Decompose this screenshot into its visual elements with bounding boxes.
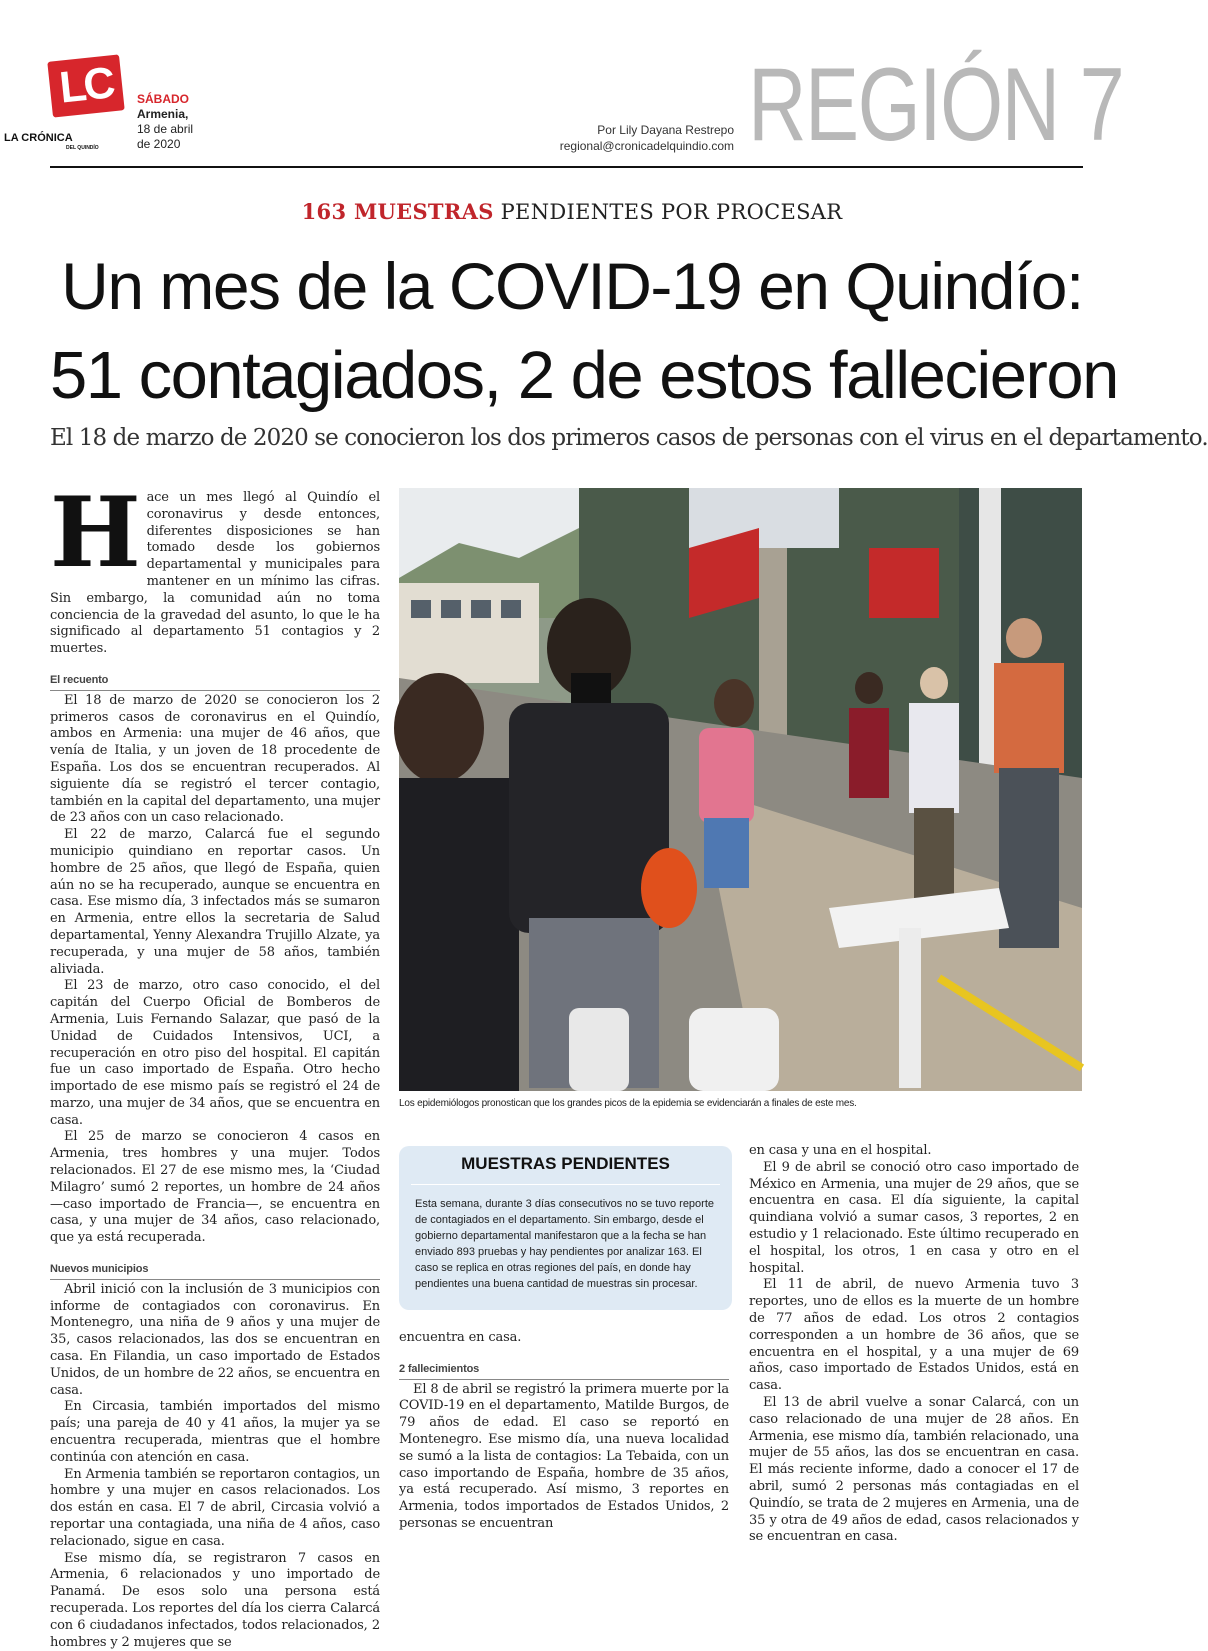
paragraph: El 8 de abril se registró la primera muerte por la COVID-19 en el departamento, Matilde Burgos, de 79 años de edad. El caso se reportó en Montenegro. Ese mismo día, una nueva localidad se sumó a la lista de contagios: La Tebaida, con un caso importando de España, hombre de 35 años, ya está recuperado. Así mismo, 3 reportes en Armenia, todos importados de Estados Unidos, 2 personas se encuentran <box>399 1381 729 1531</box>
date-line1: 18 de abril <box>137 122 194 136</box>
lead-text: ace un mes llegó al Quindío el coronavirus y desde entonces, diferentes disposiciones se han tomado desde los gobiernos departamental y municipales para mantener en un mínimo las cifras. Sin embargo, la comunidad aún no toma conciencia de la gravedad del asunto, lo que le ha significado al departamento 51 contagios y 2 muertes. <box>50 490 380 657</box>
sidebar-title: MUESTRAS PENDIENTES <box>461 1154 670 1173</box>
date-block <box>137 92 193 152</box>
photo-caption: Los epidemiólogos pronostican que los grandes picos de la epidemia se evidenciarán a finales de este mes. <box>399 1098 857 1109</box>
logo-name: LA CRÓNICA <box>4 132 73 144</box>
sidebar-text: Esta semana, durante 3 días consecutivos no se tuvo reporte de contagiados en el departamento. Sin embargo, desde el gobierno departamental manifestaron que a la fecha se han enviado 893 pruebas y hay pendientes por analizar 163. El caso se replica en otras regiones del país, en donde hay pendientes una buena cantidad de muestras sin procesar. <box>415 1198 715 1290</box>
headline-line2: 51 contagiados, 2 de estos fallecieron <box>50 338 1118 413</box>
paragraph: El 22 de marzo, Calarcá fue el segundo municipio quindiano en reportar casos. Un hombre de 25 años, que llegó de España, quien aún no se ha recuperado, aunque se encuentra en casa. Ese mismo día, 3 infectados más se sumaron en Armenia, entre ellos la secretaria de Salud departamental, Yenny Alexandra Trujillo Alzate, ya recuperada, y una mujer de 58 años, también aliviada. <box>50 827 380 977</box>
kicker <box>0 199 1144 224</box>
paragraph: El 25 de marzo se conocieron 4 casos en Armenia, tres hombres y una mujer. Todos relacionados. El 27 de ese mismo mes, la ‘Ciudad Milagro’ sumó 2 reportes, un hombre de 24 años —caso importado de Francia—, se encuentra en casa, y una mujer de 34 años, caso relacionado, que ya está recuperada. <box>50 1129 380 1246</box>
column-2 <box>399 1330 729 1533</box>
date-city: Armenia, <box>137 107 189 121</box>
logo <box>50 58 122 128</box>
photo-illustration <box>399 488 1082 1091</box>
byline-author: Por Lily Dayana Restrepo <box>597 123 734 137</box>
sidebar-box <box>399 1146 732 1310</box>
headline-line1: Un mes de la COVID-19 en Quindío: <box>61 249 1083 323</box>
kicker-highlight: 163 MUESTRAS <box>301 199 494 224</box>
paragraph: En Armenia también se reportaron contagios, un hombre y una mujer en casos relacionados. Los dos están en casa. El 7 de abril, Circasia volvió a reportar una contagiada, una niña de 4 años, caso relacionado, sigue en casa. <box>50 1466 380 1549</box>
top-rule <box>50 166 1083 168</box>
paragraph: encuentra en casa. <box>399 1330 522 1345</box>
byline-email: regional@cronicadelquindio.com <box>559 139 734 153</box>
subhead-recuento: El recuento <box>50 672 380 691</box>
column-3 <box>749 1143 1079 1546</box>
paragraph: El 9 de abril se conoció otro caso importado de México en Armenia, una mujer de 29 años, que se encuentra en casa. El día siguiente, la capital quindiana volvió a sumar casos, 3 reportes, 2 en estudio y 1 relacionado. Este último recuperado en el hospital, los otros, 1 en casa y otro en el hospital. <box>749 1159 1079 1276</box>
date-line2: de 2020 <box>137 137 181 151</box>
logo-subname: DEL QUINDÍO <box>66 145 99 151</box>
date-day: SÁBADO <box>137 92 190 106</box>
paragraph: En Circasia, también importados del mismo país; una pareja de 40 y 41 años, la mujer ya se encuentra recuperada, mientras que el hombre continúa con atención en casa. <box>50 1399 380 1465</box>
subhead-fallecimientos: 2 fallecimientos <box>399 1361 729 1380</box>
paragraph: Abril inició con la inclusión de 3 municipios con informe de contagiados con coronavirus. En Montenegro, una niña de 9 años y una mujer de 35, casos relacionados, las dos se encuentran en casa. En Filandia, un caso importado de Estados Unidos, de un hombre de 22 años, se encuentra en casa. <box>50 1281 380 1398</box>
paragraph: en casa y una en el hospital. <box>749 1143 932 1158</box>
section-title: REGIÓN 7 <box>748 47 1124 163</box>
main-photo <box>399 488 1082 1091</box>
kicker-rest: PENDIENTES POR PROCESAR <box>493 200 843 224</box>
paragraph: El 23 de marzo, otro caso conocido, el del capitán del Cuerpo Oficial de Bomberos de Armenia, Luis Fernando Salazar, que pasó de la Unidad de Cuidados Intensivos, UCI, a recuperación en otro piso del hospital. El capitán fue un caso importado de España. Otro hecho importado de ese mismo país se registró el 24 de marzo, una mujer de 34 años, que se encuentra en casa. <box>50 978 380 1128</box>
paragraph: El 13 de abril vuelve a sonar Calarcá, con un caso relacionado de una mujer de 28 años. En Armenia, ese mismo día, también relacionado, una mujer de 55 años, las dos se encuentran en casa. El más reciente informe, dado a conocer el 17 de abril, sumó 2 personas más contagiadas en el Quindío, se trata de 2 mujeres en Armenia, una de 35 y otra de 49 años de edad, casos relacionados y se encuentran en casa. <box>749 1394 1079 1545</box>
lead-paragraph <box>50 476 380 658</box>
paragraph: El 11 de abril, de nuevo Armenia tuvo 3 reportes, uno de ellos es la muerte de un hombre de 77 años de edad. Los otros 2 contagios corresponden a un hombre de 36 años, que se encuentra en el hospital, y a una mujer de 69 años, caso importado de Estados Unidos, está en casa. <box>749 1277 1079 1394</box>
drop-cap: H <box>50 476 141 589</box>
paragraph: Ese mismo día, se registraron 7 casos en Armenia, 6 relacionados y uno importado de Panamá. De esos solo una persona está recuperada. Los reportes del día los cierra Calarcá con 6 ciudadanos infectados, todos relacionados, 2 hombres y 2 mujeres que se <box>50 1550 380 1650</box>
sidebar-rule <box>411 1184 720 1185</box>
column-1 <box>50 476 380 1651</box>
logo-mark: LC <box>47 54 124 117</box>
deck: El 18 de marzo de 2020 se conocieron los dos primeros casos de personas con el virus en el departamento. <box>50 425 1208 451</box>
paragraph: El 18 de marzo de 2020 se conocieron los 2 primeros casos de coronavirus en el Quindío, ambos en Armenia: una mujer de 46 años, que venía de Italia, y un joven de 18 procedente de España. Los dos se encuentran recuperados. Al siguiente día se registró el tercer contagio, también en la capital del departamento, una mujer de 23 años con un caso relacionado. <box>50 692 380 826</box>
byline <box>560 122 734 154</box>
subhead-nuevos-municipios: Nuevos municipios <box>50 1261 380 1280</box>
